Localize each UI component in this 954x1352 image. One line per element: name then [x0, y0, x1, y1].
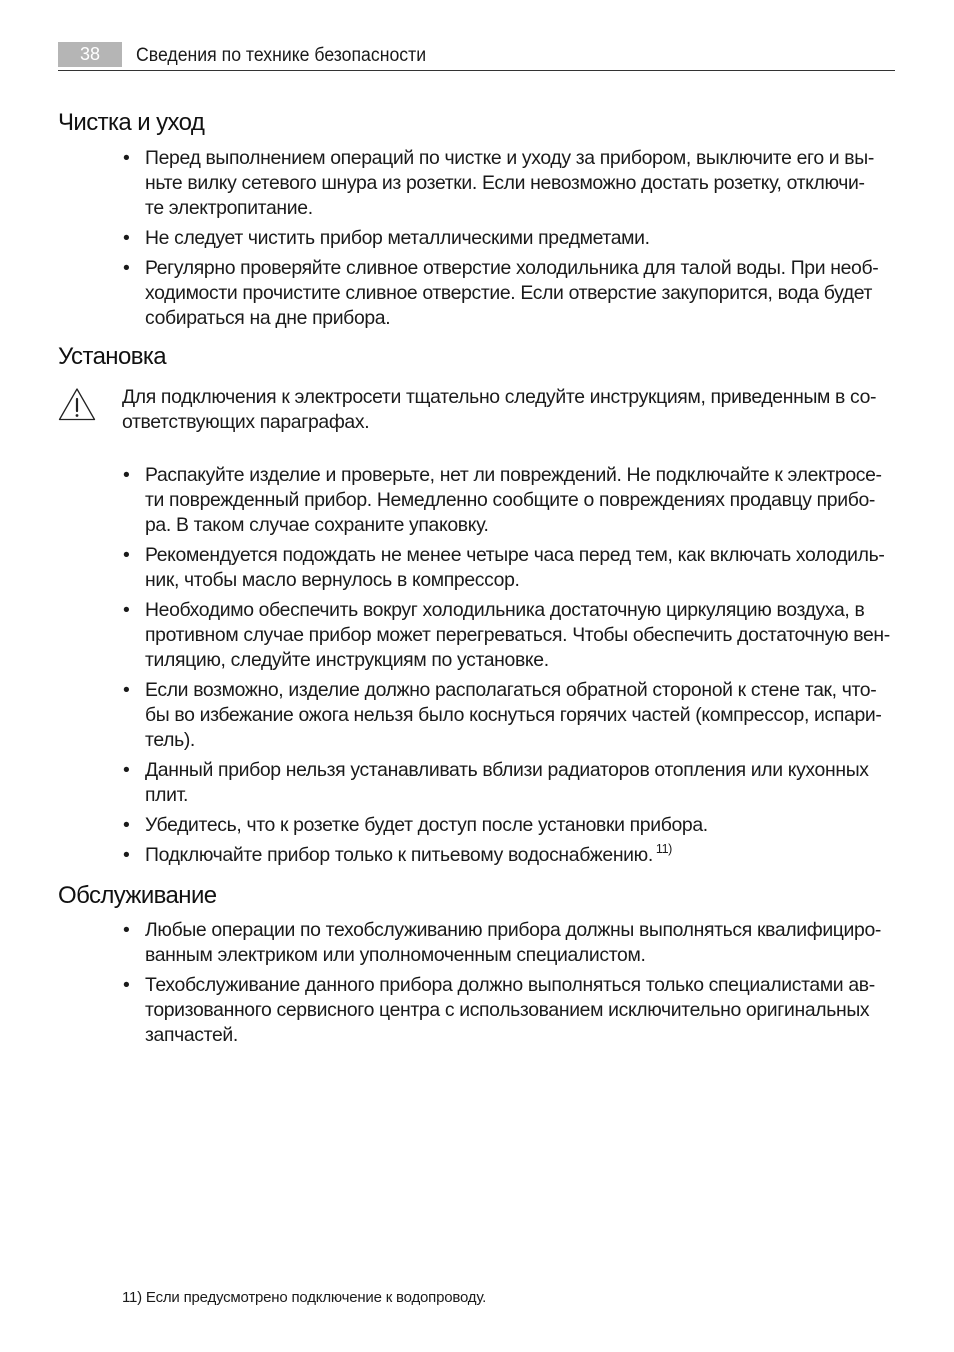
footnote-ref[interactable]: 11) — [655, 842, 672, 856]
page-number: 38 — [58, 42, 122, 67]
list-item: • Необходимо обеспечить вокруг холодильника достаточную циркуляцию воздуха, в противном случае прибор может перегреваться. Чтобы обеспечить достаточную вен- тиляцию, следуйте инструкциям по установке. — [123, 599, 890, 671]
bullet-icon: • — [123, 844, 130, 866]
list-item: • Подключайте прибор только к питьевому водоснабжению. $^{11)}$ — [123, 842, 672, 866]
list-item: • Не следует чистить прибор металлическими предметами. — [123, 227, 650, 249]
list-item: • Техобслуживание данного прибора должно выполняться только специалистами ав- торизованного сервисного центра с использованием исключительно оригинальных запчастей. — [123, 974, 875, 1046]
section-service — [58, 881, 895, 1048]
warning-note: Для подключения к электросети тщательно следуйте инструкциям, приведенным в со- ответствующих параграфах. — [58, 385, 895, 435]
list-item: • Рекомендуется подождать не менее четыре часа перед тем, как включать холодиль- ник, чтобы масло вернулось в компрессор. — [123, 544, 885, 591]
warning-triangle-icon — [58, 387, 96, 421]
section-title-installation: Установка — [58, 343, 167, 370]
list-item: • Данный прибор нельзя устанавливать вблизи радиаторов отопления или кухонных плит. — [123, 759, 869, 806]
service-list — [58, 918, 895, 1048]
installation-list — [58, 463, 895, 870]
bullet-icon: • — [123, 759, 130, 781]
list-item: • Если возможно, изделие должно располагаться обратной стороной к стене так, что- бы во избежание ожога нельзя было коснуться горячих частей (компрессор, испари- тель). — [123, 679, 882, 751]
list-item: • Распакуйте изделие и проверьте, нет ли повреждений. Не подключайте к электросе- ти поврежденный прибор. Немедленно сообщите о повреждениях продавцу прибо- ра. В таком случае сохраните упаковку. — [123, 464, 882, 536]
header-title: Сведения по технике безопасности — [136, 45, 427, 66]
list-item: • Убедитесь, что к розетке будет доступ после установки прибора. — [123, 814, 708, 836]
bullet-icon: • — [123, 147, 130, 169]
cleaning-list — [58, 146, 895, 331]
list-item: • Перед выполнением операций по чистке и уходу за прибором, выключите его и вы- ньте вилку сетевого шнура из розетки. Если невозможно достать розетку, отключи- те электропитание. — [123, 147, 874, 219]
bullet-icon: • — [123, 919, 130, 941]
footnote: 11) Если предусмотрено подключение к водопроводу. — [122, 1289, 487, 1306]
warning-text: Для подключения к электросети тщательно следуйте инструкциям, приведенным в со- — [122, 386, 877, 408]
list-item: • Любые операции по техобслуживанию прибора должны выполняться квалифициро- ванным электриком или уполномоченным специалистом. — [123, 919, 882, 966]
bullet-icon: • — [123, 544, 130, 566]
bullet-icon: • — [123, 814, 130, 836]
section-title-service: Обслуживание — [58, 882, 217, 909]
bullet-icon: • — [123, 679, 130, 701]
bullet-icon: • — [123, 257, 130, 279]
section-installation — [58, 342, 895, 870]
section-title-cleaning: Чистка и уход — [58, 109, 205, 136]
section-cleaning — [58, 108, 895, 331]
page-header — [58, 42, 895, 71]
bullet-icon: • — [123, 974, 130, 996]
bullet-icon: • — [123, 227, 130, 249]
bullet-icon: • — [123, 599, 130, 621]
bullet-icon: • — [123, 464, 130, 486]
page-content — [58, 108, 895, 1053]
list-item: • Регулярно проверяйте сливное отверстие холодильника для талой воды. При необ- ходимости прочистите сливное отверстие. Если отверстие закупорится, вода будет собираться на дне прибора. — [123, 257, 879, 329]
